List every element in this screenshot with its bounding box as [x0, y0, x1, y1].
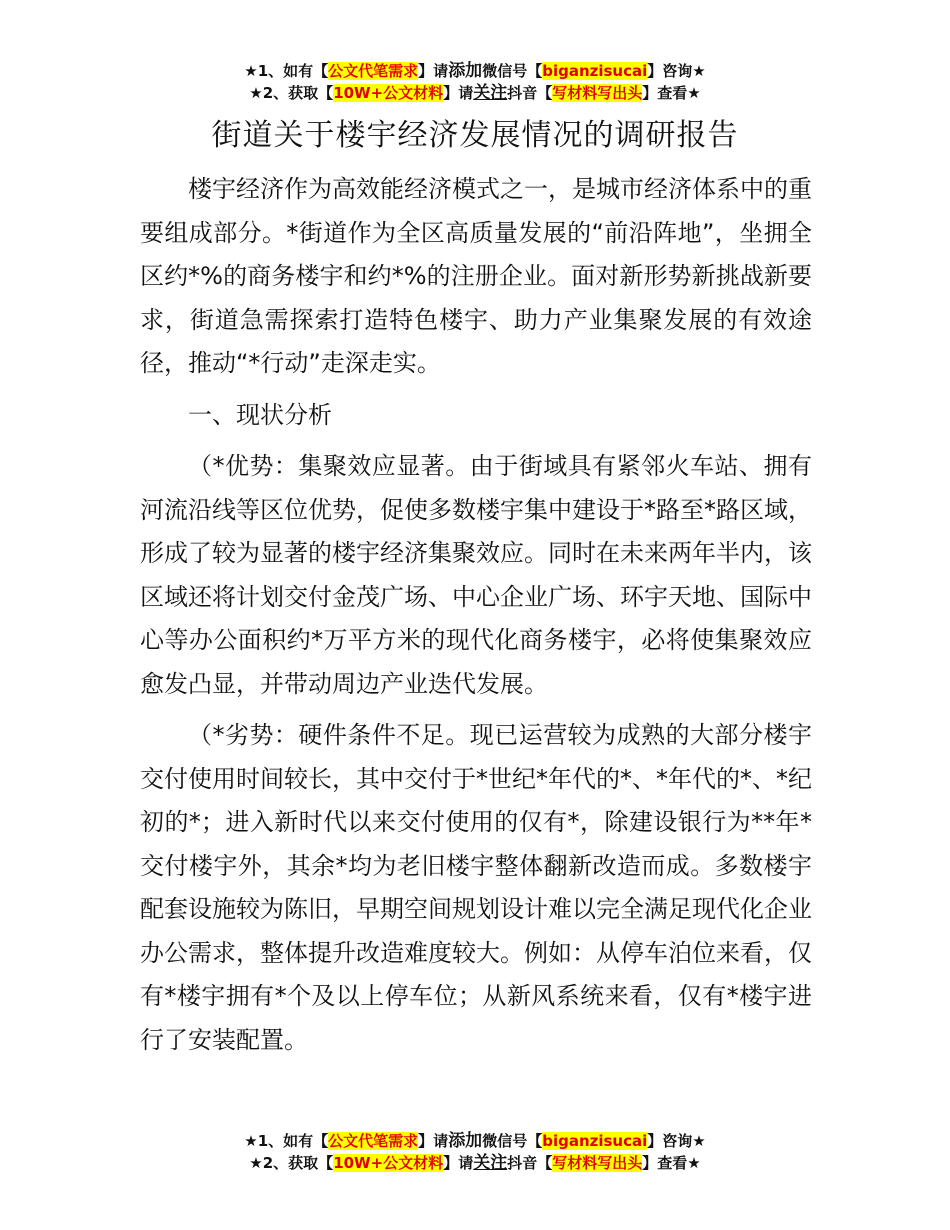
- banner-text: 】查看★: [642, 1154, 701, 1172]
- banner-text: 抖音【: [507, 1154, 553, 1172]
- banner-text: ★1、如有【: [244, 1132, 329, 1150]
- banner-text: 抖音【: [507, 84, 553, 102]
- document-title: 街道关于楼宇经济发展情况的调研报告: [211, 118, 739, 153]
- banner-text: 】咨询★: [647, 62, 706, 80]
- footer-banner: [0, 1130, 950, 1174]
- banner-highlight: 公文代笔需求: [328, 62, 419, 80]
- banner-text: 】请: [418, 1132, 449, 1150]
- banner-text: 】咨询★: [647, 1132, 706, 1150]
- paragraph-weaknesses: （*劣势：硬件条件不足。现已运营较为成熟的大部分楼宇交付使用时间较长，其中交付于*世纪*年代的*、*年代的*、*纪初的*；进入新时代以来交付使用的仅有*，除建设银行为**年*交付楼宇外，其余*均为老旧楼宇整体翻新改造而成。多数楼宇配套设施较为陈旧，早期空间规划设计难以完全满足现代化企业办公需求，整体提升改造难度较大。例如：从停车泊位来看，仅有*楼宇拥有*个及以上停车位；从新风系统来看，仅有*楼宇进行了安装配置。: [140, 721, 812, 1054]
- banner-emphasis: 添加: [448, 1131, 483, 1151]
- banner-highlight: biganzisucai: [542, 62, 648, 80]
- banner-highlight: 公文代笔需求: [328, 1132, 419, 1150]
- banner-line-1: [0, 60, 950, 82]
- header-banner: [0, 60, 950, 104]
- banner-highlight: 10W+公文材料: [333, 84, 444, 102]
- banner-line-2: [0, 82, 950, 104]
- banner-text: ★2、获取【: [249, 1154, 334, 1172]
- banner-text: 】请: [443, 84, 474, 102]
- banner-highlight: biganzisucai: [542, 1132, 648, 1150]
- banner-emphasis: 关注: [473, 1153, 508, 1173]
- banner-highlight: 10W+公文材料: [333, 1154, 444, 1172]
- banner-line-1: [0, 1130, 950, 1152]
- banner-emphasis: 关注: [473, 83, 508, 103]
- banner-text: 】请: [418, 62, 449, 80]
- section-heading: 一、现状分析: [188, 400, 332, 429]
- banner-text: 微信号【: [482, 1132, 543, 1150]
- banner-text: ★1、如有【: [244, 62, 329, 80]
- banner-text: 】请: [443, 1154, 474, 1172]
- document-body: [140, 168, 812, 1070]
- banner-emphasis: 添加: [448, 61, 483, 81]
- paragraph-intro: 楼宇经济作为高效能经济模式之一，是城市经济体系中的重要组成部分。*街道作为全区高质量发展的“前沿阵地”，坐拥全区约*%的商务楼宇和约*%的注册企业。面对新形势新挑战新要求，街道急需探索打造特色楼宇、助力产业集聚发展的有效途径，推动“*行动”走深走实。: [140, 175, 812, 377]
- banner-highlight: 写材料写出头: [552, 84, 643, 102]
- banner-line-2: [0, 1152, 950, 1174]
- paragraph-strengths: （*优势：集聚效应显著。由于街域具有紧邻火车站、拥有河流沿线等区位优势，促使多数楼宇集中建设于*路至*路区域，形成了较为显著的楼宇经济集聚效应。同时在未来两年半内，该区域还将计划交付金茂广场、中心企业广场、环宇天地、国际中心等办公面积约*万平方米的现代化商务楼宇，必将使集聚效应愈发凸显，并带动周边产业迭代发展。: [140, 452, 812, 698]
- banner-highlight: 写材料写出头: [552, 1154, 643, 1172]
- banner-text: ★2、获取【: [249, 84, 334, 102]
- banner-text: 】查看★: [642, 84, 701, 102]
- banner-text: 微信号【: [482, 62, 543, 80]
